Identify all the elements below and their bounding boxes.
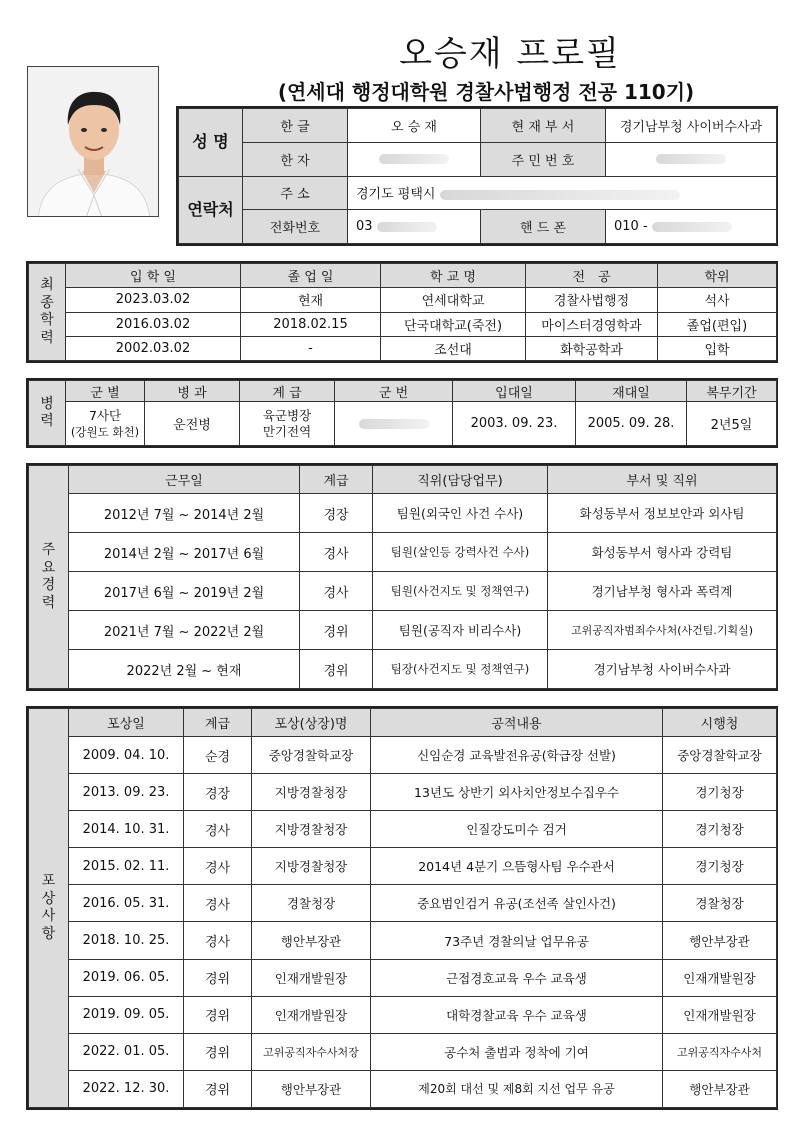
enlist-date: 2003. 09. 23.: [453, 402, 576, 446]
award-merit: 중요범인검거 유공(조선족 살인사건): [371, 885, 663, 922]
mobile-value: [606, 210, 777, 244]
award-date: 2022. 12. 30.: [69, 1070, 184, 1107]
personal-info-section: [176, 106, 778, 246]
award-rank: 경위: [184, 1033, 252, 1070]
military-header: 재대일: [576, 381, 687, 402]
military-header: 병 과: [145, 381, 240, 402]
education-cell: 2023.03.02: [66, 288, 241, 312]
award-name: 행안부장관: [252, 922, 371, 959]
person-portrait-icon: [28, 67, 159, 217]
award-issuer: 경찰청장: [663, 885, 777, 922]
phone-text: 03: [356, 219, 373, 235]
award-issuer: 행안부장관: [663, 1070, 777, 1107]
education-cell: 화학공학과: [526, 336, 658, 360]
career-header: 부서 및 직위: [548, 466, 777, 494]
award-merit: 신임순경 교육발전유공(학급장 선발): [371, 737, 663, 774]
hanja-label: 한 자: [243, 142, 348, 176]
phone-label: 전화번호: [243, 210, 348, 244]
education-cell: 석사: [658, 288, 777, 312]
education-cell: 2002.03.02: [66, 336, 241, 360]
award-name: 지방경찰청장: [252, 811, 371, 848]
award-rank: 경사: [184, 811, 252, 848]
table-row: [29, 494, 777, 533]
career-table: [28, 465, 777, 689]
award-issuer: 경기청장: [663, 848, 777, 885]
resident-number-label: 주 민 번 호: [481, 142, 606, 176]
award-date: 2022. 01. 05.: [69, 1033, 184, 1070]
table-row: [29, 1033, 777, 1070]
awards-section: [26, 706, 778, 1110]
personal-info-table: [178, 108, 777, 244]
education-cell: 2018.02.15: [241, 312, 381, 336]
military-header: 군 별: [66, 381, 145, 402]
military-table: [28, 380, 777, 446]
award-name: 인재개발원장: [252, 996, 371, 1033]
education-header: 학 교 명: [381, 264, 526, 288]
education-side-label: 최 종 학 력: [29, 264, 66, 361]
career-cell: 경사: [300, 533, 373, 572]
award-merit: 공수처 출범과 정착에 기여: [371, 1033, 663, 1070]
award-date: 2016. 05. 31.: [69, 885, 184, 922]
table-row: [29, 1070, 777, 1107]
award-issuer: 고위공직자수사처: [663, 1033, 777, 1070]
career-cell: 경위: [300, 650, 373, 689]
awards-header: 포상일: [69, 709, 184, 737]
profile-photo: [27, 66, 159, 217]
phone-value: [348, 210, 481, 244]
education-section: [26, 261, 778, 363]
military-header: 입대일: [453, 381, 576, 402]
table-row: [29, 996, 777, 1033]
career-section: [26, 463, 778, 691]
career-cell: 고위공직자범죄수사처(사건팀.기획실): [548, 611, 777, 650]
career-cell: 2014년 2월 ~ 2017년 6월: [69, 533, 300, 572]
address-label: 주 소: [243, 176, 348, 210]
education-header: 졸 업 일: [241, 264, 381, 288]
table-row: [29, 848, 777, 885]
award-rank: 경위: [184, 959, 252, 996]
address-value: [348, 176, 777, 210]
mobile-text: 010 -: [614, 219, 648, 235]
service-number-redacted: [335, 402, 453, 446]
award-issuer: 인재개발원장: [663, 996, 777, 1033]
table-row: [29, 288, 777, 312]
education-table: [28, 263, 777, 361]
service-period: 2년5일: [687, 402, 777, 446]
military-side-label: 병 력: [29, 381, 66, 446]
award-rank: 경장: [184, 774, 252, 811]
career-cell: 팀원(공직자 비리수사): [373, 611, 548, 650]
redaction-mask: [652, 222, 732, 232]
award-issuer: 행안부장관: [663, 922, 777, 959]
education-cell: -: [241, 336, 381, 360]
education-cell: 단국대학교(죽전): [381, 312, 526, 336]
career-cell: 경위: [300, 611, 373, 650]
table-row: [29, 336, 777, 360]
award-date: 2014. 10. 31.: [69, 811, 184, 848]
page-title: 오승재 프로필: [399, 34, 621, 74]
military-rank: 육군병장: [262, 407, 312, 423]
award-merit: 13년도 상반기 외사치안정보수집우수: [371, 774, 663, 811]
education-cell: 입학: [658, 336, 777, 360]
table-row: [29, 774, 777, 811]
table-row: [29, 572, 777, 611]
redaction-mask: [379, 154, 449, 164]
award-name: 지방경찰청장: [252, 774, 371, 811]
education-cell: 졸업(편입): [658, 312, 777, 336]
award-name: 인재개발원장: [252, 959, 371, 996]
award-rank: 경사: [184, 848, 252, 885]
award-rank: 경사: [184, 885, 252, 922]
education-header: 학위: [658, 264, 777, 288]
award-date: 2018. 10. 25.: [69, 922, 184, 959]
career-header: 계급: [300, 466, 373, 494]
table-row: [29, 650, 777, 689]
table-row: [29, 885, 777, 922]
awards-table: [28, 708, 777, 1108]
award-date: 2019. 09. 05.: [69, 996, 184, 1033]
award-name: 행안부장관: [252, 1070, 371, 1107]
military-header: 군 번: [335, 381, 453, 402]
award-merit: 73주년 경찰의날 업무유공: [371, 922, 663, 959]
career-cell: 팀원(사건지도 및 정책연구): [373, 572, 548, 611]
award-rank: 경위: [184, 996, 252, 1033]
table-row: [29, 312, 777, 336]
table-row: [29, 533, 777, 572]
resident-number-redacted: [606, 142, 777, 176]
redaction-mask: [377, 222, 437, 232]
education-cell: 경찰사법행정: [526, 288, 658, 312]
page-subtitle: (연세대 행정대학원 경찰사법행정 전공 110기): [277, 80, 695, 104]
redaction-mask: [656, 154, 726, 164]
awards-header: 공적내용: [371, 709, 663, 737]
awards-header: 포상(상장)명: [252, 709, 371, 737]
table-row: [29, 959, 777, 996]
award-merit: 인질강도미수 검거: [371, 811, 663, 848]
address-text: 경기도 평택시: [356, 187, 436, 203]
military-unit: 7사단: [88, 407, 122, 423]
military-header: 계 급: [240, 381, 335, 402]
career-header: 근무일: [69, 466, 300, 494]
career-cell: 2022년 2월 ~ 현재: [69, 650, 300, 689]
hangul-name-value: 오 승 재: [348, 109, 481, 143]
awards-side-label: 포 상 사 항: [29, 709, 69, 1108]
award-name: 경찰청장: [252, 885, 371, 922]
table-row: [29, 922, 777, 959]
table-row: [29, 611, 777, 650]
career-cell: 화성동부서 정보보안과 외사팀: [548, 494, 777, 533]
award-issuer: 경기청장: [663, 811, 777, 848]
award-merit: 대학경찰교육 우수 교육생: [371, 996, 663, 1033]
department-label: 현 재 부 서: [481, 109, 606, 143]
award-merit: 제20회 대선 및 제8회 지선 업무 유공: [371, 1070, 663, 1107]
award-date: 2013. 09. 23.: [69, 774, 184, 811]
award-merit: 근접경호교육 우수 교육생: [371, 959, 663, 996]
career-cell: 화성동부서 형사과 강력팀: [548, 533, 777, 572]
name-section-label: 성 명: [179, 109, 243, 177]
career-cell: 경사: [300, 572, 373, 611]
award-date: 2009. 04. 10.: [69, 737, 184, 774]
career-cell: 팀장(사건지도 및 정책연구): [373, 650, 548, 689]
award-name: 지방경찰청장: [252, 848, 371, 885]
award-date: 2019. 06. 05.: [69, 959, 184, 996]
department-value: 경기남부청 사이버수사과: [606, 109, 777, 143]
education-cell: 현재: [241, 288, 381, 312]
discharge-date: 2005. 09. 28.: [576, 402, 687, 446]
education-header: 입 학 일: [66, 264, 241, 288]
career-side-label: 주 요 경 력: [29, 466, 69, 689]
career-cell: 경기남부청 사이버수사과: [548, 650, 777, 689]
military-unit-location: (강원도 화천): [70, 424, 140, 439]
table-row: [29, 737, 777, 774]
award-rank: 경사: [184, 922, 252, 959]
award-issuer: 경기청장: [663, 774, 777, 811]
career-cell: 경기남부청 형사과 폭력계: [548, 572, 777, 611]
contact-section-label: 연락처: [179, 176, 243, 244]
table-row: [29, 811, 777, 848]
career-header: 직위(담당업무): [373, 466, 548, 494]
award-merit: 2014년 4분기 으뜸형사팀 우수관서: [371, 848, 663, 885]
award-date: 2015. 02. 11.: [69, 848, 184, 885]
redaction-mask: [359, 419, 429, 429]
table-row: [29, 402, 777, 446]
redaction-mask: [440, 190, 680, 200]
awards-header: 시행청: [663, 709, 777, 737]
award-issuer: 인재개발원장: [663, 959, 777, 996]
career-cell: 2017년 6월 ~ 2019년 2월: [69, 572, 300, 611]
mobile-label: 핸 드 폰: [481, 210, 606, 244]
award-name: 중앙경찰학교장: [252, 737, 371, 774]
hangul-label: 한 글: [243, 109, 348, 143]
education-cell: 마이스터경영학과: [526, 312, 658, 336]
military-rank-cell: [240, 402, 335, 446]
military-branch: 운전병: [145, 402, 240, 446]
awards-header: 계급: [184, 709, 252, 737]
hanja-value-redacted: [348, 142, 481, 176]
education-header: 전 공: [526, 264, 658, 288]
career-cell: 2021년 7월 ~ 2022년 2월: [69, 611, 300, 650]
education-cell: 조선대: [381, 336, 526, 360]
military-unit-cell: [66, 402, 145, 446]
education-cell: 2016.03.02: [66, 312, 241, 336]
award-issuer: 중앙경찰학교장: [663, 737, 777, 774]
military-header: 복무기간: [687, 381, 777, 402]
military-discharge-type: 만기전역: [262, 423, 312, 439]
career-cell: 경장: [300, 494, 373, 533]
education-cell: 연세대학교: [381, 288, 526, 312]
award-name: 고위공직자수사처장: [252, 1033, 371, 1070]
military-section: [26, 378, 778, 448]
career-cell: 팀원(살인등 강력사건 수사): [373, 533, 548, 572]
career-cell: 2012년 7월 ~ 2014년 2월: [69, 494, 300, 533]
career-cell: 팀원(외국인 사건 수사): [373, 494, 548, 533]
award-rank: 경위: [184, 1070, 252, 1107]
award-rank: 순경: [184, 737, 252, 774]
